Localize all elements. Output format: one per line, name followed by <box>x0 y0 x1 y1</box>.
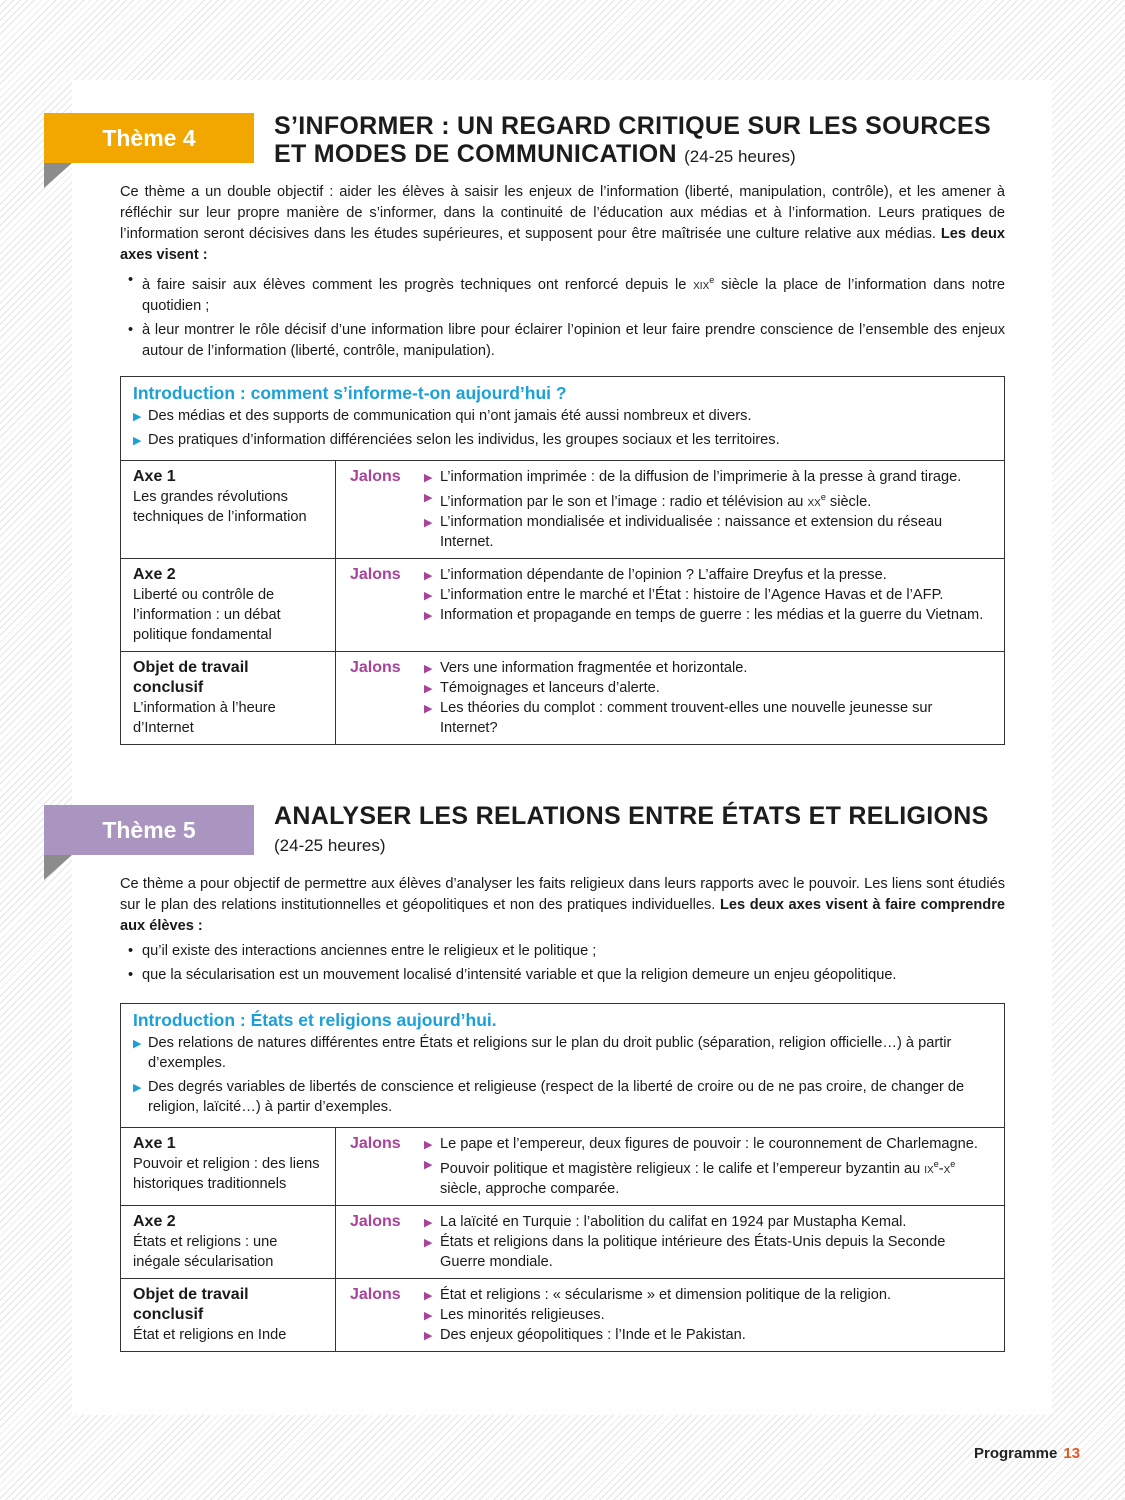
theme4-intro <box>120 182 1005 365</box>
page-footer <box>974 1445 1080 1462</box>
theme4-tab-fold <box>44 163 72 188</box>
theme4-axe1-row <box>121 461 1005 559</box>
jalon-item: ▶ Des enjeux géopolitiques : l’Inde et le Pakistan. <box>424 1325 992 1345</box>
jalons-label: Jalons <box>350 1285 401 1303</box>
triangle-bullet-icon: ▶ <box>424 1309 433 1322</box>
theme5-objet-desc: État et religions en Inde <box>133 1326 287 1343</box>
jalon-item: ▶ Le pape et l’empereur, deux figures de pouvoir : le couronnement de Charlemagne. <box>424 1134 992 1154</box>
theme4-axe2-desc: Liberté ou contrôle de l’information : un débat politique fondamental <box>133 586 281 643</box>
triangle-bullet-icon: ▶ <box>133 411 142 423</box>
jalon-item: ▶ État et religions : « sécularisme » et dimension politique de la religion. <box>424 1285 992 1305</box>
theme4-bullet-1: • à faire saisir aux élèves comment les progrès techniques ont renforcé depuis le xix$^e$ siècle la place de l’information dans notre quotidien ; <box>120 270 1005 317</box>
jalon-item: ▶ L’information entre le marché et l’État : histoire de l’Agence Havas et de l’AFP. <box>424 585 992 605</box>
theme4-tab: Thème 4 <box>44 113 254 163</box>
triangle-bullet-icon: ▶ <box>133 1038 142 1050</box>
theme4-intro-line-1: ▶ Des médias et des supports de communication qui n’ont jamais été aussi nombreux et divers. <box>133 406 992 426</box>
triangle-bullet-icon: ▶ <box>424 516 433 529</box>
jalons-label: Jalons <box>350 658 401 676</box>
jalon-item: ▶ L’information dépendante de l’opinion ? L’affaire Dreyfus et la presse. <box>424 565 992 585</box>
jalon-item: ▶ Les minorités religieuses. <box>424 1305 992 1325</box>
triangle-bullet-icon: ▶ <box>424 682 433 695</box>
theme5-intro-cell <box>121 1004 1005 1128</box>
triangle-bullet-icon: ▶ <box>424 569 433 582</box>
theme4-title-line2: ET MODES DE COMMUNICATION <box>274 140 677 168</box>
theme5-bullet-1: • qu’il existe des interactions anciennes entre le religieux et le politique ; <box>120 941 1005 962</box>
triangle-bullet-icon: ▶ <box>133 435 142 447</box>
jalon-item: ▶ Pouvoir politique et magistère religieux : le calife et l’empereur byzantin au $ix^e-x^e$ siècle, approche comparée. <box>424 1154 992 1199</box>
jalon-item: ▶ Les théories du complot : comment trouvent-elles une nouvelle jeunesse sur Internet? <box>424 699 933 736</box>
theme4-program-table <box>120 376 1005 745</box>
theme4-axe2-name: Axe 2 <box>133 565 176 583</box>
triangle-bullet-icon: ▶ <box>424 1289 433 1302</box>
theme4-axe2-row <box>121 558 1005 651</box>
theme4-objet-desc: L’information à l’heure d’Internet <box>133 699 276 736</box>
theme4-intro-bold: Les deux axes visent : <box>120 226 1005 263</box>
jalon-item: ▶ États et religions dans la politique intérieure des États-Unis depuis la Seconde Guerre mondiale. <box>424 1233 946 1270</box>
theme5-objet-row <box>121 1278 1005 1351</box>
theme5-axe2-row <box>121 1205 1005 1278</box>
triangle-bullet-icon: ▶ <box>424 1216 433 1229</box>
triangle-bullet-icon: ▶ <box>424 702 433 715</box>
theme5-tab-fold <box>44 855 72 880</box>
jalon-item: ▶ Témoignages et lanceurs d’alerte. <box>424 678 992 698</box>
theme5-title-line1: ANALYSER LES RELATIONS ENTRE ÉTATS ET RELIGIONS <box>274 802 989 830</box>
theme5-tab: Thème 5 <box>44 805 254 855</box>
triangle-bullet-icon: ▶ <box>133 1082 142 1094</box>
theme4-intro-paragraph: Ce thème a un double objectif : aider les élèves à saisir les enjeux de l’information (liberté, manipulation, contrôle), et les amener à réfléchir sur leur propre manière de s’informer, dans la continuité de l’éducation aux médias et à l’information. Leurs pratiques de l’information seront décisives dans les études supérieures, et supposent pour être maîtrisée une culture relative aux médias. <box>120 184 1005 242</box>
triangle-bullet-icon: ▶ <box>424 1139 433 1151</box>
jalon-item: ▶ La laïcité en Turquie : l’abolition du califat en 1924 par Mustapha Kemal. <box>424 1212 992 1232</box>
theme5-bullet-2: • que la sécularisation est un mouvement localisé d’intensité variable et que la religion demeure un enjeu géopolitique. <box>120 965 1005 986</box>
theme5-intro-line-2: ▶ Des degrés variables de libertés de conscience et religieuse (respect de la liberté de croire ou de ne pas croire, de changer de religion, laïcité…) à partir d’exemples. <box>133 1079 965 1115</box>
jalon-item: ▶ Vers une information fragmentée et horizontale. <box>424 658 992 678</box>
jalons-label: Jalons <box>350 468 401 485</box>
theme5-axe1-desc: Pouvoir et religion : des liens historiques traditionnels <box>133 1156 320 1192</box>
theme5-intro-line-1: ▶ Des relations de natures différentes entre États et religions sur le plan du droit public (séparation, religion officielle…) à partir d’exemples. <box>133 1035 952 1071</box>
theme5-title <box>274 802 989 860</box>
theme5-intro-paragraph: Ce thème a pour objectif de permettre aux élèves d’analyser les faits religieux dans leurs rapports avec le pouvoir. Les liens sont étudiés sur le plan des relations institutionnelles et géopolitiques et non des pratiques individuelles. <box>120 876 1005 913</box>
theme5-intro <box>120 874 1005 989</box>
footer-label: Programme <box>974 1445 1058 1462</box>
theme4-title <box>274 112 991 171</box>
theme4-axe1-name: Axe 1 <box>133 468 176 485</box>
theme5-axe2-desc: États et religions : une inégale sécularisation <box>133 1233 278 1270</box>
triangle-bullet-icon: ▶ <box>424 662 433 675</box>
page-number: 13 <box>1063 1445 1081 1462</box>
triangle-bullet-icon: ▶ <box>424 1236 433 1249</box>
theme4-intro-line-2: ▶ Des pratiques d’information différenciées selon les individus, les groupes sociaux et les territoires. <box>133 430 992 450</box>
theme4-axe1-desc: Les grandes révolutions techniques de l’information <box>133 489 307 525</box>
triangle-bullet-icon: ▶ <box>424 1329 433 1342</box>
jalons-label: Jalons <box>350 1212 401 1230</box>
theme5-objet-name: Objet de travail conclusif <box>133 1285 249 1323</box>
theme5-axe2-name: Axe 2 <box>133 1212 176 1230</box>
theme4-bullet-2: • à leur montrer le rôle décisif d’une information libre pour éclairer l’opinion et leur faire prendre conscience de l’ensemble des enjeux autour de l’information (liberté, contrôle, manipulation). <box>120 320 1005 362</box>
page-sheet <box>72 80 1052 1415</box>
theme5-intro-bold: Les deux axes visent à faire comprendre aux élèves : <box>120 897 1005 934</box>
jalon-item: ▶ L’information imprimée : de la diffusion de l’imprimerie à la presse à grand tirage. <box>424 467 992 487</box>
theme4-table-intro-title: Introduction : comment s’informe-t-on aujourd’hui ? <box>133 383 567 403</box>
theme5-hours: (24-25 heures) <box>274 836 386 855</box>
jalon-item: ▶ Information et propagande en temps de guerre : les médias et la guerre du Vietnam. <box>424 605 992 625</box>
jalon-item: ▶ L’information mondialisée et individualisée : naissance et extension du réseau Internet. <box>424 513 943 550</box>
theme5-program-table <box>120 1003 1005 1352</box>
theme4-objet-row <box>121 651 1005 744</box>
triangle-bullet-icon: ▶ <box>424 1159 433 1171</box>
theme4-title-line1: S’INFORMER : UN REGARD CRITIQUE SUR LES SOURCES <box>274 112 991 140</box>
jalons-label: Jalons <box>350 1135 401 1152</box>
theme4-hours: (24-25 heures) <box>684 147 796 166</box>
theme5-axe1-name: Axe 1 <box>133 1135 176 1152</box>
theme5-table-intro-title: Introduction : États et religions aujourd’hui. <box>133 1010 497 1030</box>
triangle-bullet-icon: ▶ <box>424 472 433 484</box>
triangle-bullet-icon: ▶ <box>424 492 433 504</box>
triangle-bullet-icon: ▶ <box>424 589 433 602</box>
triangle-bullet-icon: ▶ <box>424 609 433 622</box>
theme5-axe1-row <box>121 1128 1005 1206</box>
theme4-intro-cell <box>121 377 1005 461</box>
theme4-objet-name: Objet de travail conclusif <box>133 658 249 696</box>
jalon-item: ▶ L’information par le son et l’image : radio et télévision au $xx^e$ siècle. <box>424 487 992 512</box>
jalons-label: Jalons <box>350 565 401 583</box>
